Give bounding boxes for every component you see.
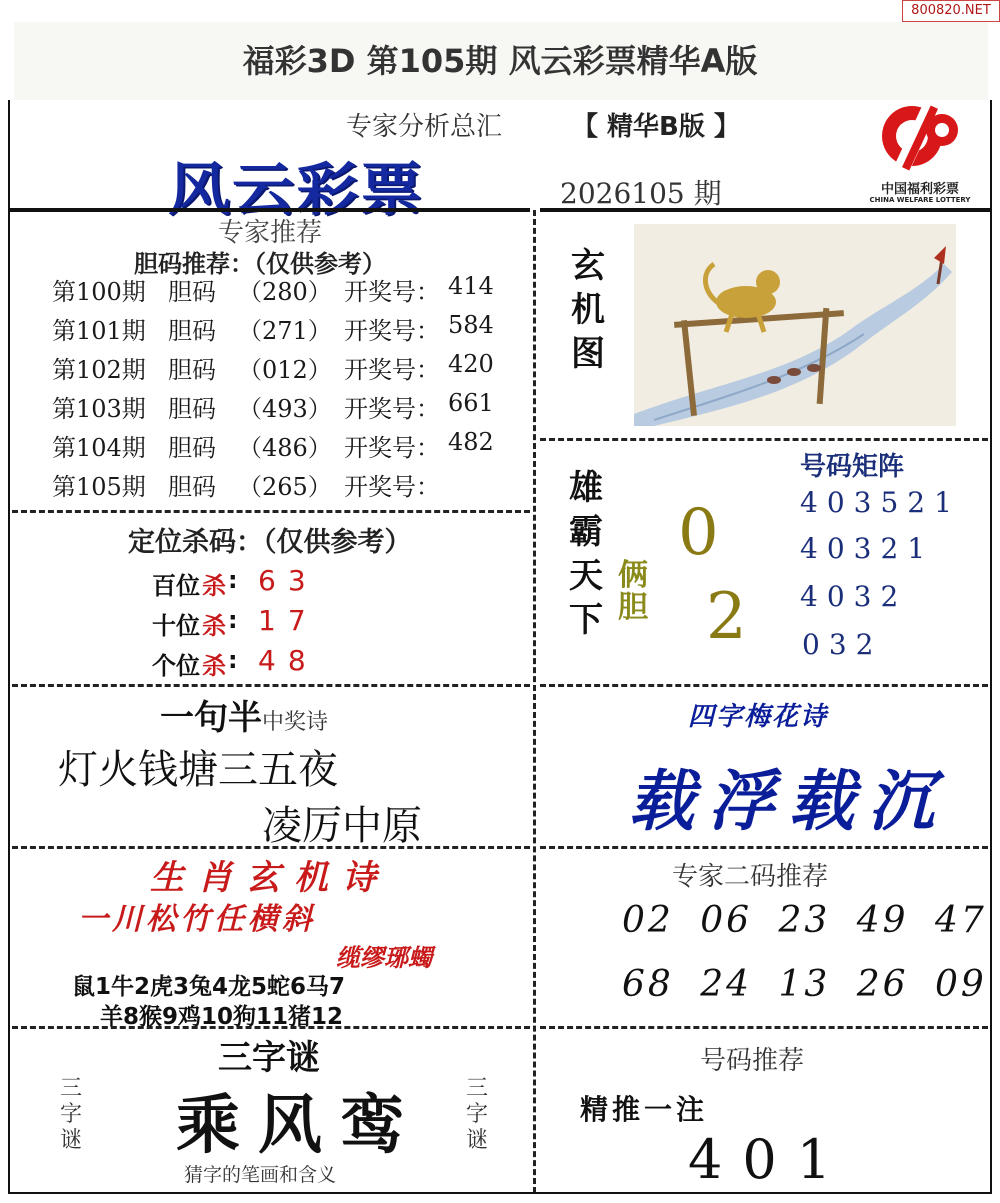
dan-row-label: 胆码 bbox=[168, 278, 216, 306]
dan-digit-2: 2 bbox=[706, 580, 747, 654]
dan-row-period: 第105期 bbox=[52, 473, 146, 501]
mystery-picture-label bbox=[568, 244, 608, 376]
kill-position: 百位 bbox=[152, 572, 200, 600]
dan-row-code: （271） bbox=[238, 317, 332, 345]
riddle-hint: 猜字的笔画和含义 bbox=[184, 1164, 337, 1186]
divider-picture bbox=[540, 438, 988, 441]
matrix-row: 032 bbox=[802, 628, 883, 661]
dan-row-label: 胆码 bbox=[168, 473, 216, 501]
kill-marker: 杀 bbox=[202, 652, 226, 680]
mystery-picture-image bbox=[634, 224, 956, 426]
zodiac-numbers-2: 羊8猴9鸡10狗11猪12 bbox=[100, 1004, 344, 1030]
dan-row-draw: 414 bbox=[448, 272, 494, 300]
column-divider bbox=[533, 210, 536, 1193]
two-dan-label bbox=[618, 560, 648, 624]
dan-row-code: （012） bbox=[238, 356, 332, 384]
riddle-side-right bbox=[464, 1076, 490, 1154]
dominate-char: 雄 bbox=[569, 468, 603, 508]
two-dan-char: 俩 bbox=[618, 558, 648, 593]
dan-row-draw: 482 bbox=[448, 428, 494, 456]
divider-plum bbox=[540, 846, 988, 849]
poem-heading bbox=[160, 690, 328, 739]
bottom-rule bbox=[8, 1192, 992, 1194]
expert-summary-label: 专家分析总汇 bbox=[346, 112, 503, 142]
twocode-title: 专家二码推荐 bbox=[672, 862, 829, 892]
divider-twocode bbox=[540, 1026, 988, 1029]
plum-title: 四字梅花诗 bbox=[688, 702, 829, 732]
riddle-side-char: 谜 bbox=[465, 1128, 488, 1153]
poem-title-suffix: 中奖诗 bbox=[262, 710, 329, 735]
zodiac-numbers-1: 鼠1牛2虎3兔4龙5蛇6马7 bbox=[72, 974, 346, 1000]
poem-line-2: 凌厉中原 bbox=[262, 803, 422, 849]
dan-row-period: 第102期 bbox=[52, 356, 146, 384]
kill-marker: 杀 bbox=[202, 572, 226, 600]
expert-title: 专家推荐 bbox=[218, 218, 323, 248]
dan-row-period: 第104期 bbox=[52, 434, 146, 462]
edition-label: 【 精华B版 】 bbox=[572, 112, 740, 142]
kill-colon: : bbox=[228, 606, 238, 634]
matrix-title: 号码矩阵 bbox=[800, 452, 905, 482]
riddle-text: 乘风鸾 bbox=[176, 1088, 422, 1163]
numrec-value: 401 bbox=[688, 1128, 852, 1191]
divider-zodiac bbox=[12, 1026, 530, 1029]
dan-row-code: （265） bbox=[238, 473, 332, 501]
dan-row-period: 第103期 bbox=[52, 395, 146, 423]
dan-row-draw: 584 bbox=[448, 311, 494, 339]
kill-value: 48 bbox=[258, 644, 318, 677]
issue-number: 2026105 期 bbox=[560, 177, 722, 210]
divider-matrix bbox=[540, 684, 988, 687]
matrix-row: 4032 bbox=[800, 580, 908, 613]
dan-row-period: 第100期 bbox=[52, 278, 146, 306]
matrix-row: 403521 bbox=[800, 486, 961, 519]
dan-row-draw-label: 开奖号： bbox=[344, 434, 440, 462]
numrec-title: 号码推荐 bbox=[700, 1046, 805, 1076]
dominate-label bbox=[566, 466, 606, 642]
kill-value: 63 bbox=[258, 564, 318, 597]
riddle-side-char: 三 bbox=[465, 1076, 488, 1101]
dan-row-period: 第101期 bbox=[52, 317, 146, 345]
riddle-side-char: 谜 bbox=[59, 1128, 82, 1153]
header-divider-right bbox=[540, 208, 990, 212]
plum-text: 载浮载沉 bbox=[628, 762, 948, 840]
site-watermark: 800820.NET bbox=[902, 0, 1000, 22]
zodiac-title: 生肖玄机诗 bbox=[150, 858, 390, 898]
poem-line-1: 灯火钱塘三五夜 bbox=[58, 747, 338, 793]
riddle-title: 三字谜 bbox=[218, 1038, 320, 1078]
dan-row-draw-label: 开奖号： bbox=[344, 395, 440, 423]
dan-row-draw-label: 开奖号： bbox=[344, 473, 440, 501]
divider-expert bbox=[12, 510, 530, 513]
dan-code-subtitle: 胆码推荐：（仅供参考） bbox=[134, 250, 386, 278]
kill-marker: 杀 bbox=[202, 612, 226, 640]
twocode-row-1: 02 06 23 49 47 bbox=[622, 900, 987, 941]
divider-kill bbox=[12, 684, 530, 687]
dominate-char: 天 bbox=[569, 556, 603, 596]
dominate-char: 霸 bbox=[569, 512, 603, 552]
dan-row-draw: 661 bbox=[448, 389, 494, 417]
dan-row-draw-label: 开奖号： bbox=[344, 317, 440, 345]
matrix-row: 40321 bbox=[800, 532, 935, 565]
kill-value: 17 bbox=[258, 604, 318, 637]
dan-digit-1: 0 bbox=[678, 496, 719, 570]
brand-name: 风云彩票 bbox=[168, 155, 425, 223]
dan-row-draw-label: 开奖号： bbox=[344, 356, 440, 384]
dan-row-code: （280） bbox=[238, 278, 332, 306]
riddle-side-char: 字 bbox=[59, 1102, 82, 1127]
riddle-side-char: 三 bbox=[59, 1076, 82, 1101]
dan-row-label: 胆码 bbox=[168, 317, 216, 345]
dan-row-code: （493） bbox=[238, 395, 332, 423]
dan-row-draw: 420 bbox=[448, 350, 494, 378]
dominate-char: 下 bbox=[569, 600, 603, 640]
kill-position: 个位 bbox=[152, 652, 200, 680]
zodiac-line: 一川松竹任横斜 bbox=[78, 902, 316, 937]
kill-colon: : bbox=[228, 646, 238, 674]
zodiac-stamp: 缆缪琊蠋 bbox=[336, 943, 432, 972]
mystery-char: 图 bbox=[571, 334, 605, 374]
dan-row-draw-label: 开奖号： bbox=[344, 278, 440, 306]
twocode-row-2: 68 24 13 26 09 bbox=[622, 964, 987, 1005]
kill-title: 定位杀码：（仅供参考） bbox=[128, 527, 412, 558]
riddle-side-left bbox=[58, 1076, 84, 1154]
two-dan-char: 胆 bbox=[618, 590, 648, 625]
kill-position: 十位 bbox=[152, 612, 200, 640]
mystery-char: 玄 bbox=[571, 246, 605, 286]
poem-title: 一句半 bbox=[160, 698, 262, 738]
kill-colon: : bbox=[228, 566, 238, 594]
page-title: 福彩3D 第105期 风云彩票精华A版 bbox=[242, 42, 758, 80]
mystery-char: 机 bbox=[571, 290, 605, 330]
divider-poem bbox=[12, 846, 530, 849]
logo-subtext: CHINA WELFARE LOTTERY bbox=[869, 196, 971, 204]
logo-text: 中国福利彩票 bbox=[880, 182, 959, 197]
riddle-side-char: 字 bbox=[465, 1102, 488, 1127]
dan-row-label: 胆码 bbox=[168, 395, 216, 423]
dan-row-label: 胆码 bbox=[168, 356, 216, 384]
numrec-label: 精推一注 bbox=[580, 1093, 709, 1126]
dan-row-code: （486） bbox=[238, 434, 332, 462]
dan-row-label: 胆码 bbox=[168, 434, 216, 462]
